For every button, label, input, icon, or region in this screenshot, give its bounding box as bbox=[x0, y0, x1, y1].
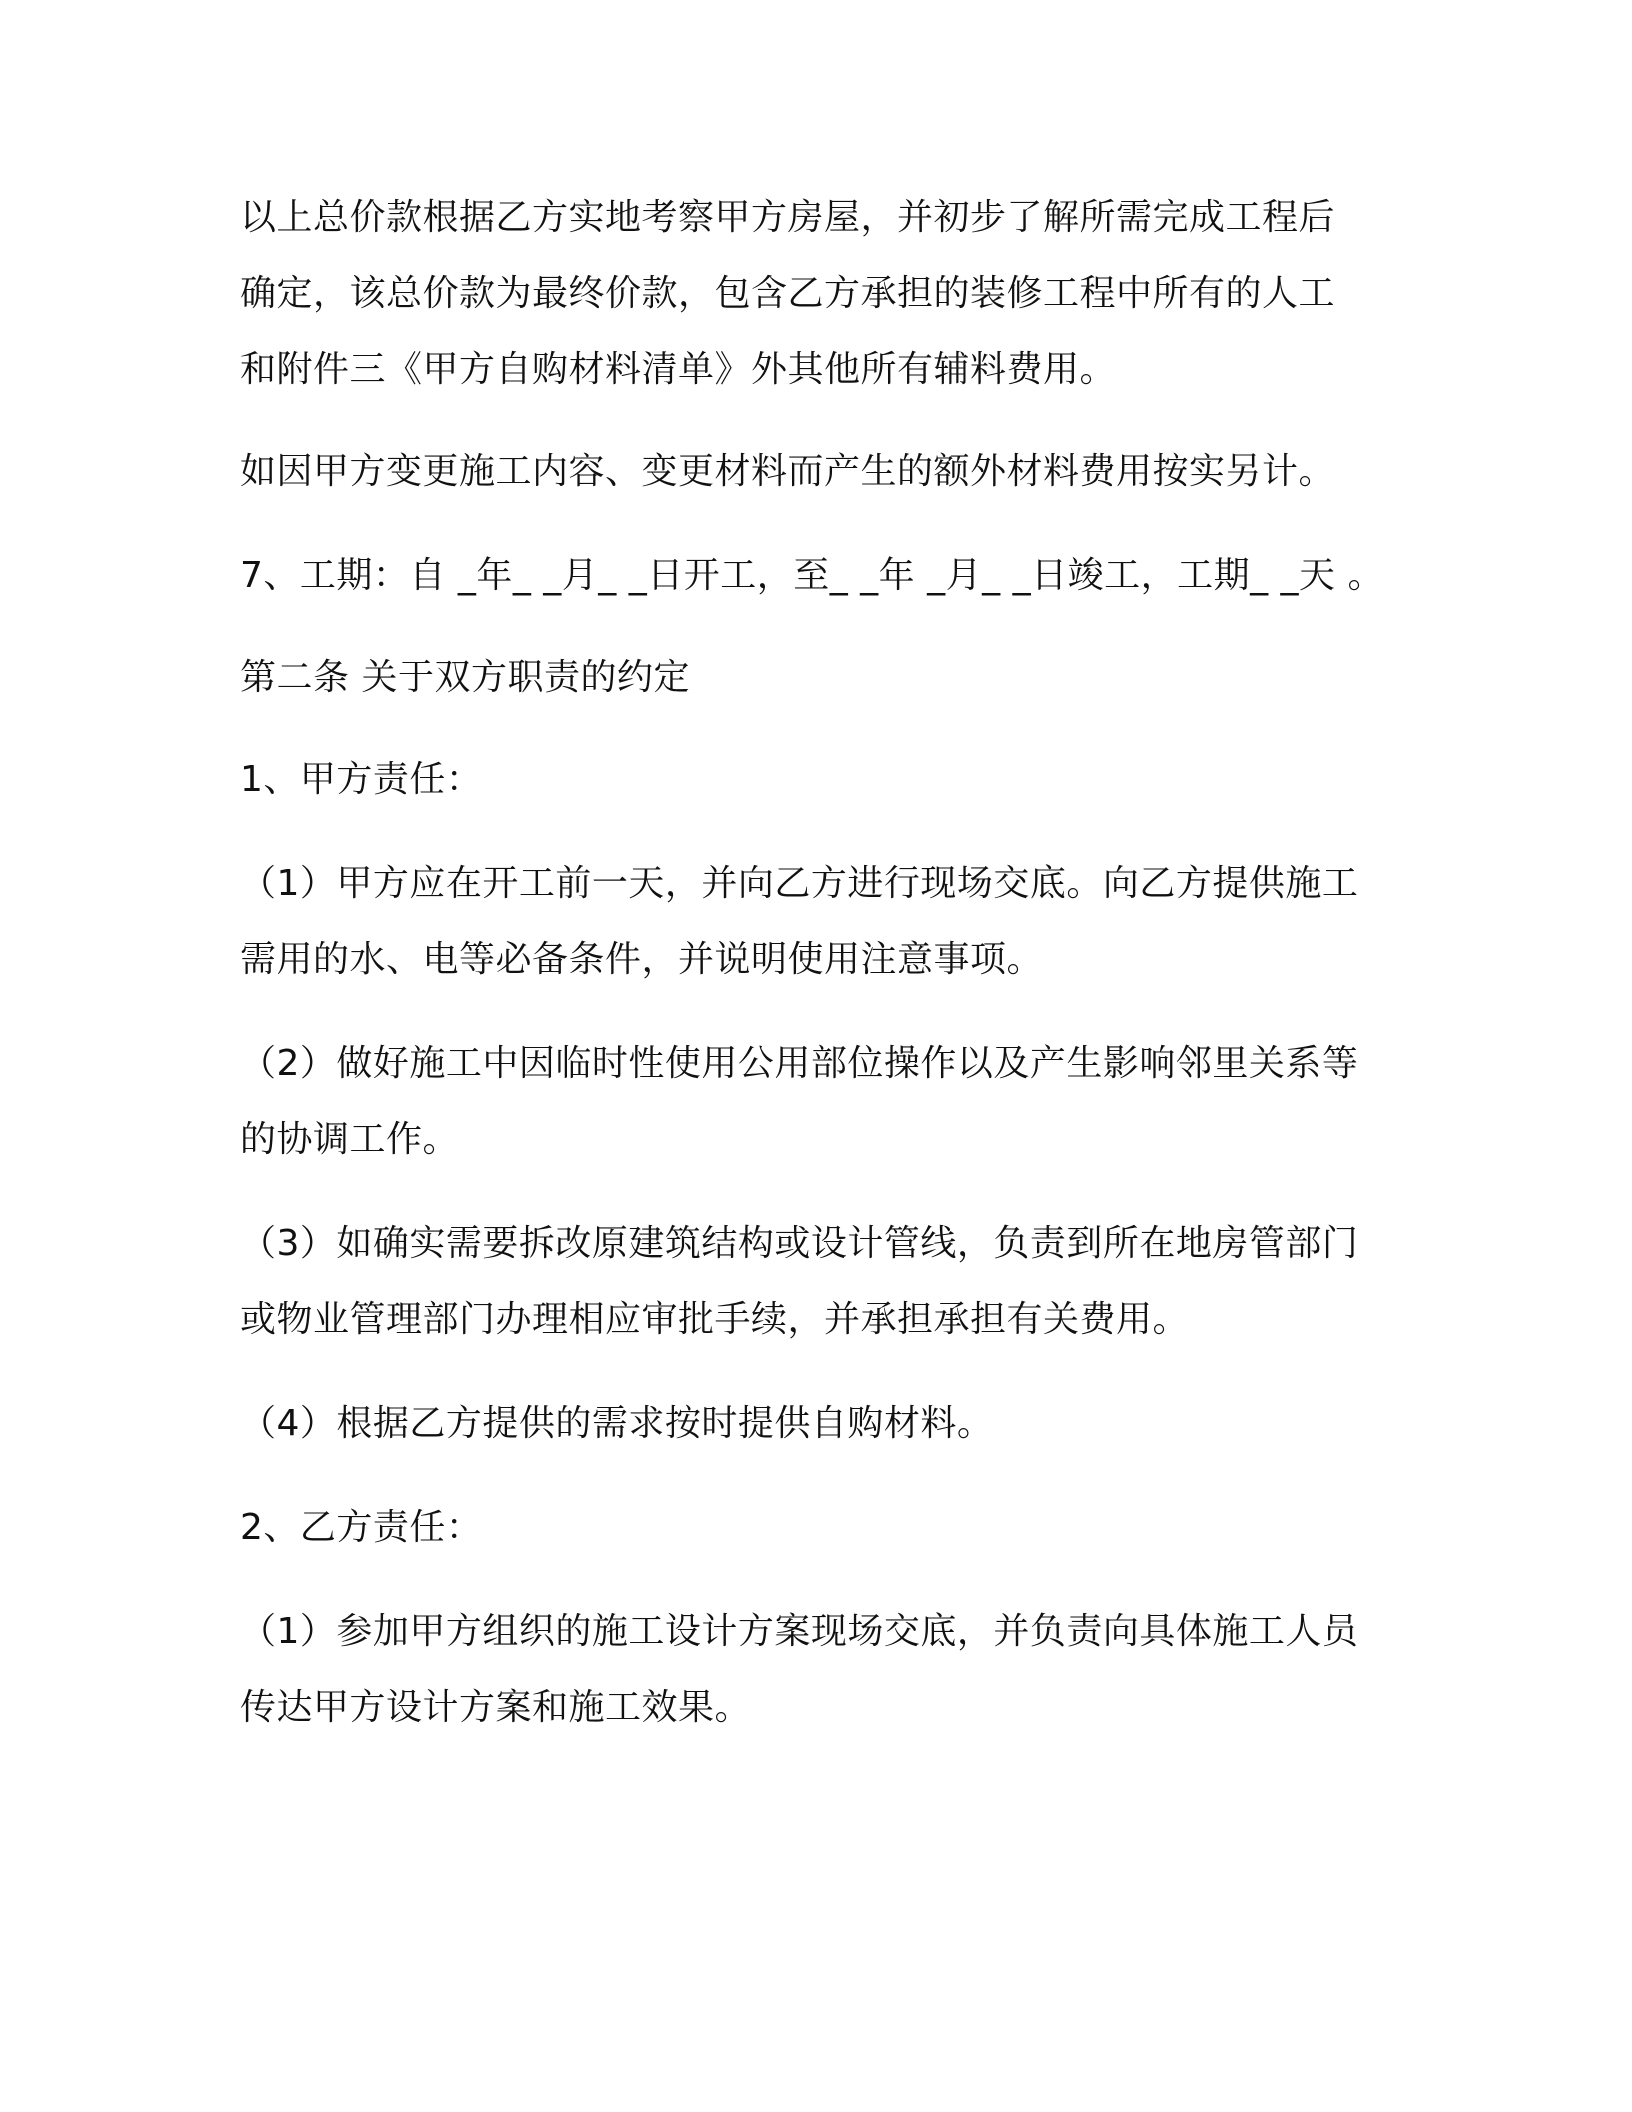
party-b-item-1-line-1: （1）参加甲方组织的施工设计方案现场交底，并负责向具体施工人员 bbox=[240, 1611, 1359, 1652]
subheading-party-b-duties: 2、乙方责任： bbox=[240, 1507, 483, 1548]
party-a-item-2-line-1: （2）做好施工中因临时性使用公用部位操作以及产生影响邻里关系等 bbox=[240, 1043, 1359, 1084]
paragraph-schedule: 7、工期：自 _年_ _月_ _日开工，至_ _年 _月_ _日竣工，工期_ _天 。 bbox=[240, 555, 1384, 596]
party-a-item-3-line-2: 或物业管理部门办理相应审批手续，并承担承担有关费用。 bbox=[240, 1299, 1190, 1340]
paragraph-price-line-1: 以上总价款根据乙方实地考察甲方房屋，并初步了解所需完成工程后 bbox=[240, 197, 1336, 238]
paragraph-price-line-3: 和附件三《甲方自购材料清单》外其他所有辅料费用。 bbox=[240, 349, 1117, 390]
section-heading-article-two: 第二条 关于双方职责的约定 bbox=[240, 657, 690, 698]
party-a-item-2-line-2: 的协调工作。 bbox=[240, 1119, 460, 1160]
party-a-item-1-line-1: （1）甲方应在开工前一天，并向乙方进行现场交底。向乙方提供施工 bbox=[240, 863, 1359, 904]
party-b-item-1-line-2: 传达甲方设计方案和施工效果。 bbox=[240, 1687, 752, 1728]
party-a-item-1-line-2: 需用的水、电等必备条件，并说明使用注意事项。 bbox=[240, 939, 1044, 980]
paragraph-extra-cost: 如因甲方变更施工内容、变更材料而产生的额外材料费用按实另计。 bbox=[240, 451, 1336, 492]
subheading-party-a-duties: 1、甲方责任： bbox=[240, 759, 483, 800]
party-a-item-3-line-1: （3）如确实需要拆改原建筑结构或设计管线，负责到所在地房管部门 bbox=[240, 1223, 1359, 1264]
party-a-item-4: （4）根据乙方提供的需求按时提供自购材料。 bbox=[240, 1403, 994, 1444]
paragraph-price-line-2: 确定，该总价款为最终价款，包含乙方承担的装修工程中所有的人工 bbox=[240, 273, 1336, 314]
